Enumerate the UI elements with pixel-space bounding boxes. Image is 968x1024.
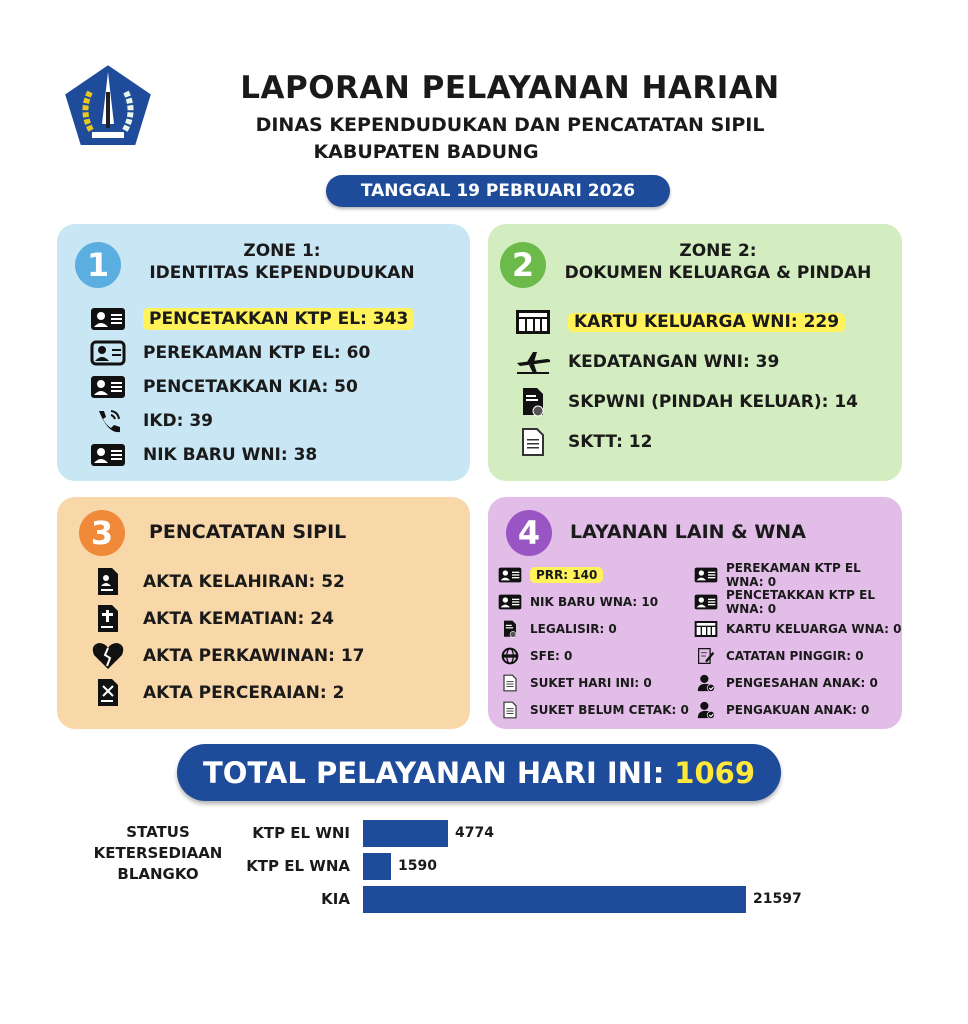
list-item xyxy=(694,561,902,588)
zone-title: PENCATATAN SIPIL xyxy=(149,521,347,543)
agency-name: DINAS KEPENDUDUKAN DAN PENCATATAN SIPIL xyxy=(255,114,765,136)
item-label: PEREKAMAN KTP EL: 60 xyxy=(143,343,371,363)
list-item xyxy=(694,696,902,723)
list-item xyxy=(514,342,858,382)
airplane-icon xyxy=(514,349,552,375)
bar-value-label: 4774 xyxy=(455,825,494,841)
item-label: AKTA PERKAWINAN: 17 xyxy=(143,645,365,666)
id-card-icon xyxy=(89,442,127,468)
bar-category-label: KIA xyxy=(321,890,350,908)
bar xyxy=(363,820,448,847)
list-item xyxy=(514,422,858,462)
item-label: NIK BARU WNI: 38 xyxy=(143,445,318,465)
list-item xyxy=(89,336,414,370)
family-card-icon xyxy=(514,309,552,335)
list-item xyxy=(89,370,414,404)
bar xyxy=(363,853,391,880)
globe-icon xyxy=(498,646,522,666)
item-label: PRR: 140 xyxy=(530,567,603,583)
item-label: KEDATANGAN WNI: 39 xyxy=(568,351,780,372)
bar-category-label: KTP EL WNI xyxy=(252,824,350,842)
list-item xyxy=(514,302,858,342)
list-item xyxy=(89,600,364,637)
id-card-icon xyxy=(498,565,522,585)
item-label: PENCETAKKAN KTP EL: 343 xyxy=(143,308,414,330)
list-item xyxy=(498,669,689,696)
zone-title: ZONE 1: IDENTITAS KEPENDUDUKAN xyxy=(149,241,415,283)
item-label: SUKET BELUM CETAK: 0 xyxy=(530,702,689,717)
item-label: IKD: 39 xyxy=(143,411,213,431)
item-label: PENCETAKKAN KIA: 50 xyxy=(143,377,358,397)
bar-value-label: 1590 xyxy=(398,858,437,874)
edit-document-icon xyxy=(694,646,718,666)
total-services-banner: TOTAL PELAYANAN HARI INI: 1069 xyxy=(177,744,781,801)
chart-title: STATUS KETERSEDIAAN BLANGKO xyxy=(93,823,223,883)
divorce-certificate-icon xyxy=(89,680,127,706)
item-label: PENGESAHAN ANAK: 0 xyxy=(726,675,878,690)
total-value: 1069 xyxy=(674,755,756,790)
broken-heart-icon xyxy=(89,643,127,669)
id-card-icon xyxy=(89,306,127,332)
zone-4-panel xyxy=(488,497,902,729)
bar xyxy=(363,886,746,913)
item-label: LEGALISIR: 0 xyxy=(530,621,617,636)
document-outline-icon xyxy=(498,673,522,693)
list-item xyxy=(498,561,689,588)
birth-certificate-icon xyxy=(89,569,127,595)
regency-name: KABUPATEN BADUNG xyxy=(313,141,539,163)
list-item xyxy=(514,382,858,422)
item-label: SFE: 0 xyxy=(530,648,573,663)
zone-number: 2 xyxy=(500,242,546,288)
id-card-outline-icon xyxy=(89,340,127,366)
zone-number: 1 xyxy=(75,242,121,288)
phone-icon xyxy=(89,408,127,434)
list-item xyxy=(89,637,364,674)
bar-category-label: KTP EL WNA xyxy=(246,857,350,875)
item-label: AKTA KELAHIRAN: 52 xyxy=(143,571,345,592)
zone-number: 4 xyxy=(506,510,552,556)
item-label: AKTA KEMATIAN: 24 xyxy=(143,608,334,629)
document-seal-icon xyxy=(514,389,552,415)
user-check-icon xyxy=(694,700,718,720)
zone-2-panel xyxy=(488,224,902,481)
item-label: KARTU KELUARGA WNI: 229 xyxy=(568,313,845,332)
list-item xyxy=(498,642,689,669)
item-label: PENCETAKKAN KTP EL WNA: 0 xyxy=(726,587,875,616)
list-item xyxy=(89,563,364,600)
document-seal-icon xyxy=(498,619,522,639)
item-label: PENGAKUAN ANAK: 0 xyxy=(726,702,870,717)
list-item xyxy=(498,696,689,723)
item-label: SKPWNI (PINDAH KELUAR): 14 xyxy=(568,391,858,412)
document-outline-icon xyxy=(514,429,552,455)
user-check-icon xyxy=(694,673,718,693)
zone-title: ZONE 2: DOKUMEN KELUARGA & PINDAH xyxy=(564,241,872,283)
zone-number: 3 xyxy=(79,510,125,556)
date-badge: TANGGAL 19 PEBRUARI 2026 xyxy=(326,175,670,207)
report-title: LAPORAN PELAYANAN HARIAN xyxy=(240,70,780,106)
item-label: NIK BARU WNA: 10 xyxy=(530,594,659,609)
list-item xyxy=(89,404,414,438)
list-item xyxy=(694,588,902,615)
zone-3-panel xyxy=(57,497,470,729)
list-item xyxy=(498,615,689,642)
list-item xyxy=(694,642,902,669)
family-card-icon xyxy=(694,619,718,639)
list-item xyxy=(498,588,689,615)
id-card-icon xyxy=(89,374,127,400)
list-item xyxy=(694,615,902,642)
bar-value-label: 21597 xyxy=(753,891,802,907)
item-label: CATATAN PINGGIR: 0 xyxy=(726,648,864,663)
item-label: SKTT: 12 xyxy=(568,431,653,452)
item-label: KARTU KELUARGA WNA: 0 xyxy=(726,621,902,636)
list-item xyxy=(89,674,364,711)
item-label: PEREKAMAN KTP EL WNA: 0 xyxy=(726,560,861,589)
list-item xyxy=(694,669,902,696)
id-card-icon xyxy=(498,592,522,612)
death-certificate-icon xyxy=(89,606,127,632)
list-item xyxy=(89,438,414,472)
id-card-icon xyxy=(694,592,718,612)
id-card-icon xyxy=(694,565,718,585)
item-label: SUKET HARI INI: 0 xyxy=(530,675,652,690)
zone-1-panel xyxy=(57,224,470,481)
item-label: AKTA PERCERAIAN: 2 xyxy=(143,682,345,703)
document-outline-icon xyxy=(498,700,522,720)
zone-title: LAYANAN LAIN & WNA xyxy=(570,521,806,543)
list-item xyxy=(89,302,414,336)
